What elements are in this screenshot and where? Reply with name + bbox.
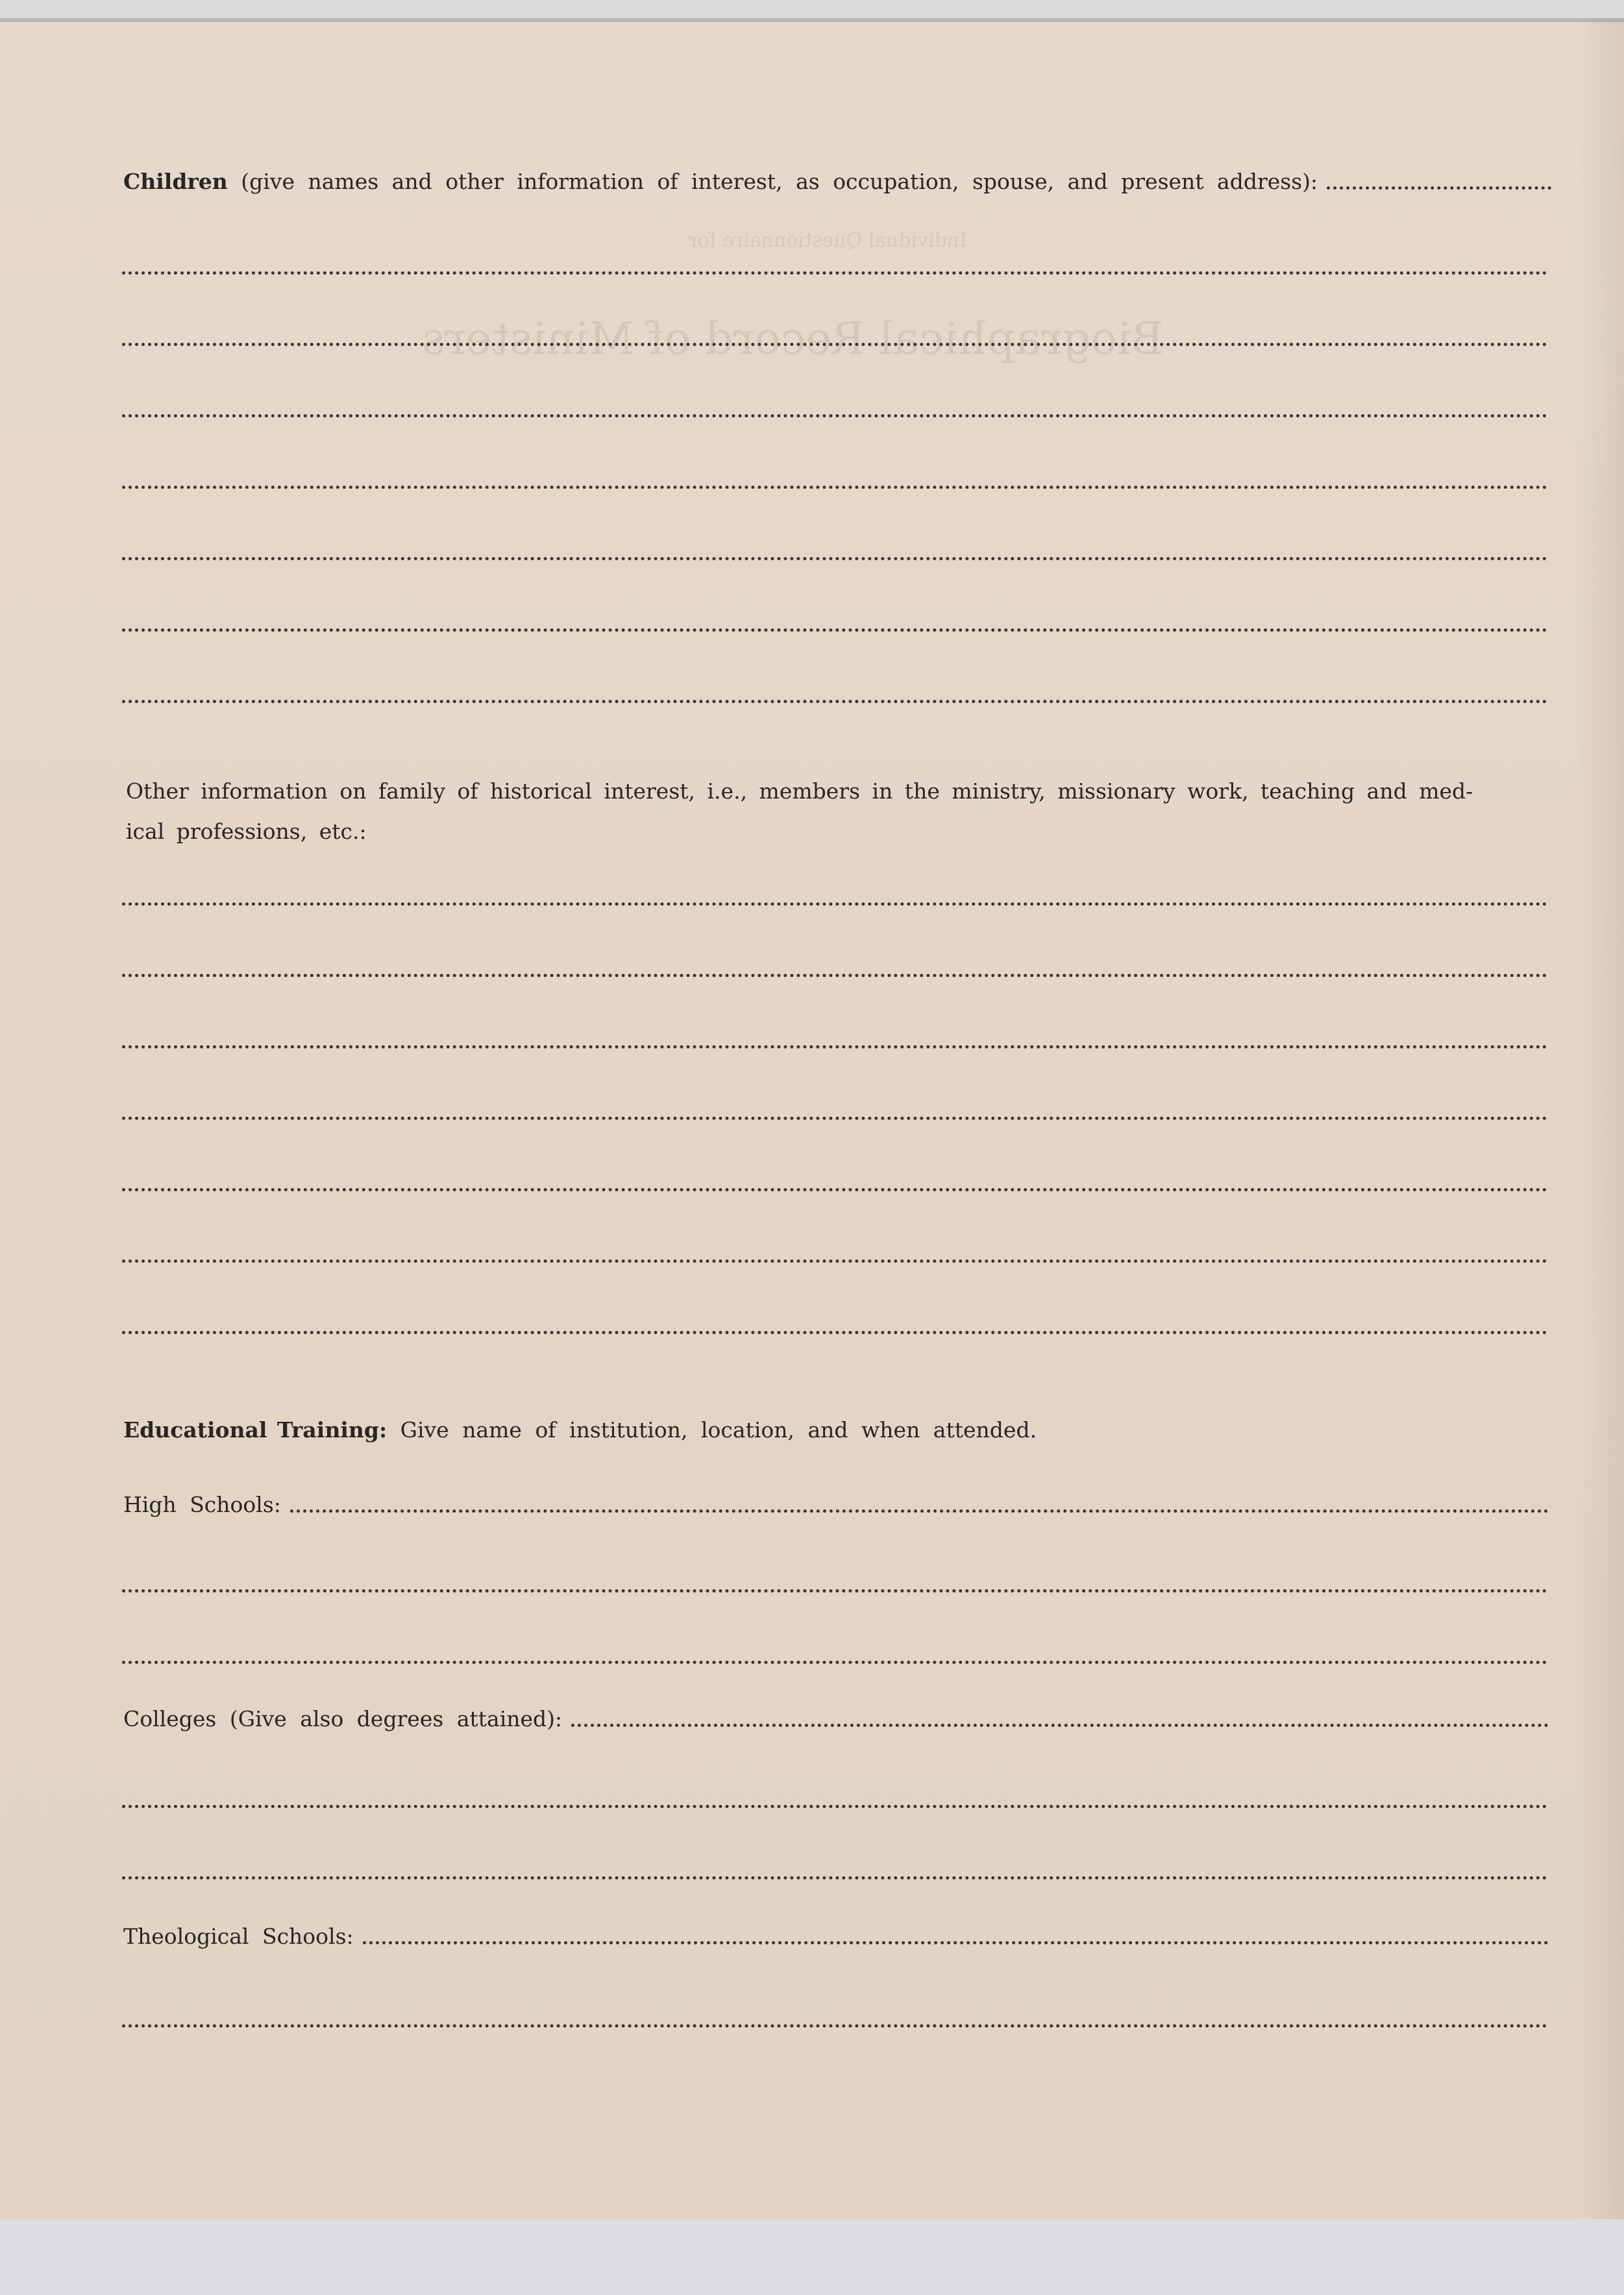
show-through-title: Biographical Record of Ministers xyxy=(422,314,1164,365)
children-field[interactable] xyxy=(123,169,1551,194)
colleges-answer-line[interactable] xyxy=(571,1724,1549,1727)
children-line-8[interactable] xyxy=(122,700,1547,703)
show-through-subtitle: Individual Questionnaire for xyxy=(688,229,968,252)
questionnaire-page xyxy=(0,18,1624,2219)
family-line-4[interactable] xyxy=(122,1117,1547,1120)
page-top-edge xyxy=(0,18,1624,22)
page-edge-shadow xyxy=(1579,18,1624,2219)
family-history-label xyxy=(126,771,1551,852)
children-line-3[interactable] xyxy=(122,343,1547,346)
children-line-5[interactable] xyxy=(122,486,1547,489)
family-line-5[interactable] xyxy=(122,1188,1547,1191)
children-line-6[interactable] xyxy=(122,557,1547,560)
children-line-2[interactable] xyxy=(122,271,1547,275)
colleges-line-2[interactable] xyxy=(122,1805,1547,1808)
family-line-3[interactable] xyxy=(122,1045,1547,1048)
children-line-4[interactable] xyxy=(122,414,1547,417)
family-line-7[interactable] xyxy=(122,1331,1547,1334)
family-line-6[interactable] xyxy=(122,1259,1547,1263)
colleges-line-3[interactable] xyxy=(122,1876,1547,1879)
scanner-background xyxy=(0,2219,1624,2295)
family-history-line-1: Other information on family of historical interest, i.e., members in the ministry, missionary work, teaching and med- xyxy=(126,778,1473,804)
high-schools-label: High Schools: xyxy=(123,1492,281,1517)
education-heading: Educational Training: Give name of institution, location, and when attended. xyxy=(123,1417,1037,1443)
theological-schools-label: Theological Schools: xyxy=(123,1924,354,1949)
colleges-field[interactable] xyxy=(123,1706,1549,1731)
colleges-label: Colleges (Give also degrees attained): xyxy=(123,1706,563,1731)
children-label: Children (give names and other information of interest, as occupation, spouse, and present address): xyxy=(123,169,1318,194)
theological-schools-answer-line[interactable] xyxy=(363,1941,1549,1944)
children-line-7[interactable] xyxy=(122,628,1547,632)
family-history-line-2: ical professions, etc.: xyxy=(126,819,367,844)
children-answer-line[interactable] xyxy=(1327,186,1551,190)
high-schools-answer-line[interactable] xyxy=(290,1509,1549,1513)
high-schools-line-2[interactable] xyxy=(122,1589,1547,1593)
family-line-2[interactable] xyxy=(122,974,1547,977)
theological-schools-field[interactable] xyxy=(123,1924,1549,1949)
theological-schools-line-2[interactable] xyxy=(122,2024,1547,2028)
high-schools-line-3[interactable] xyxy=(122,1661,1547,1664)
high-schools-field[interactable] xyxy=(123,1492,1549,1517)
family-line-1[interactable] xyxy=(122,902,1547,906)
